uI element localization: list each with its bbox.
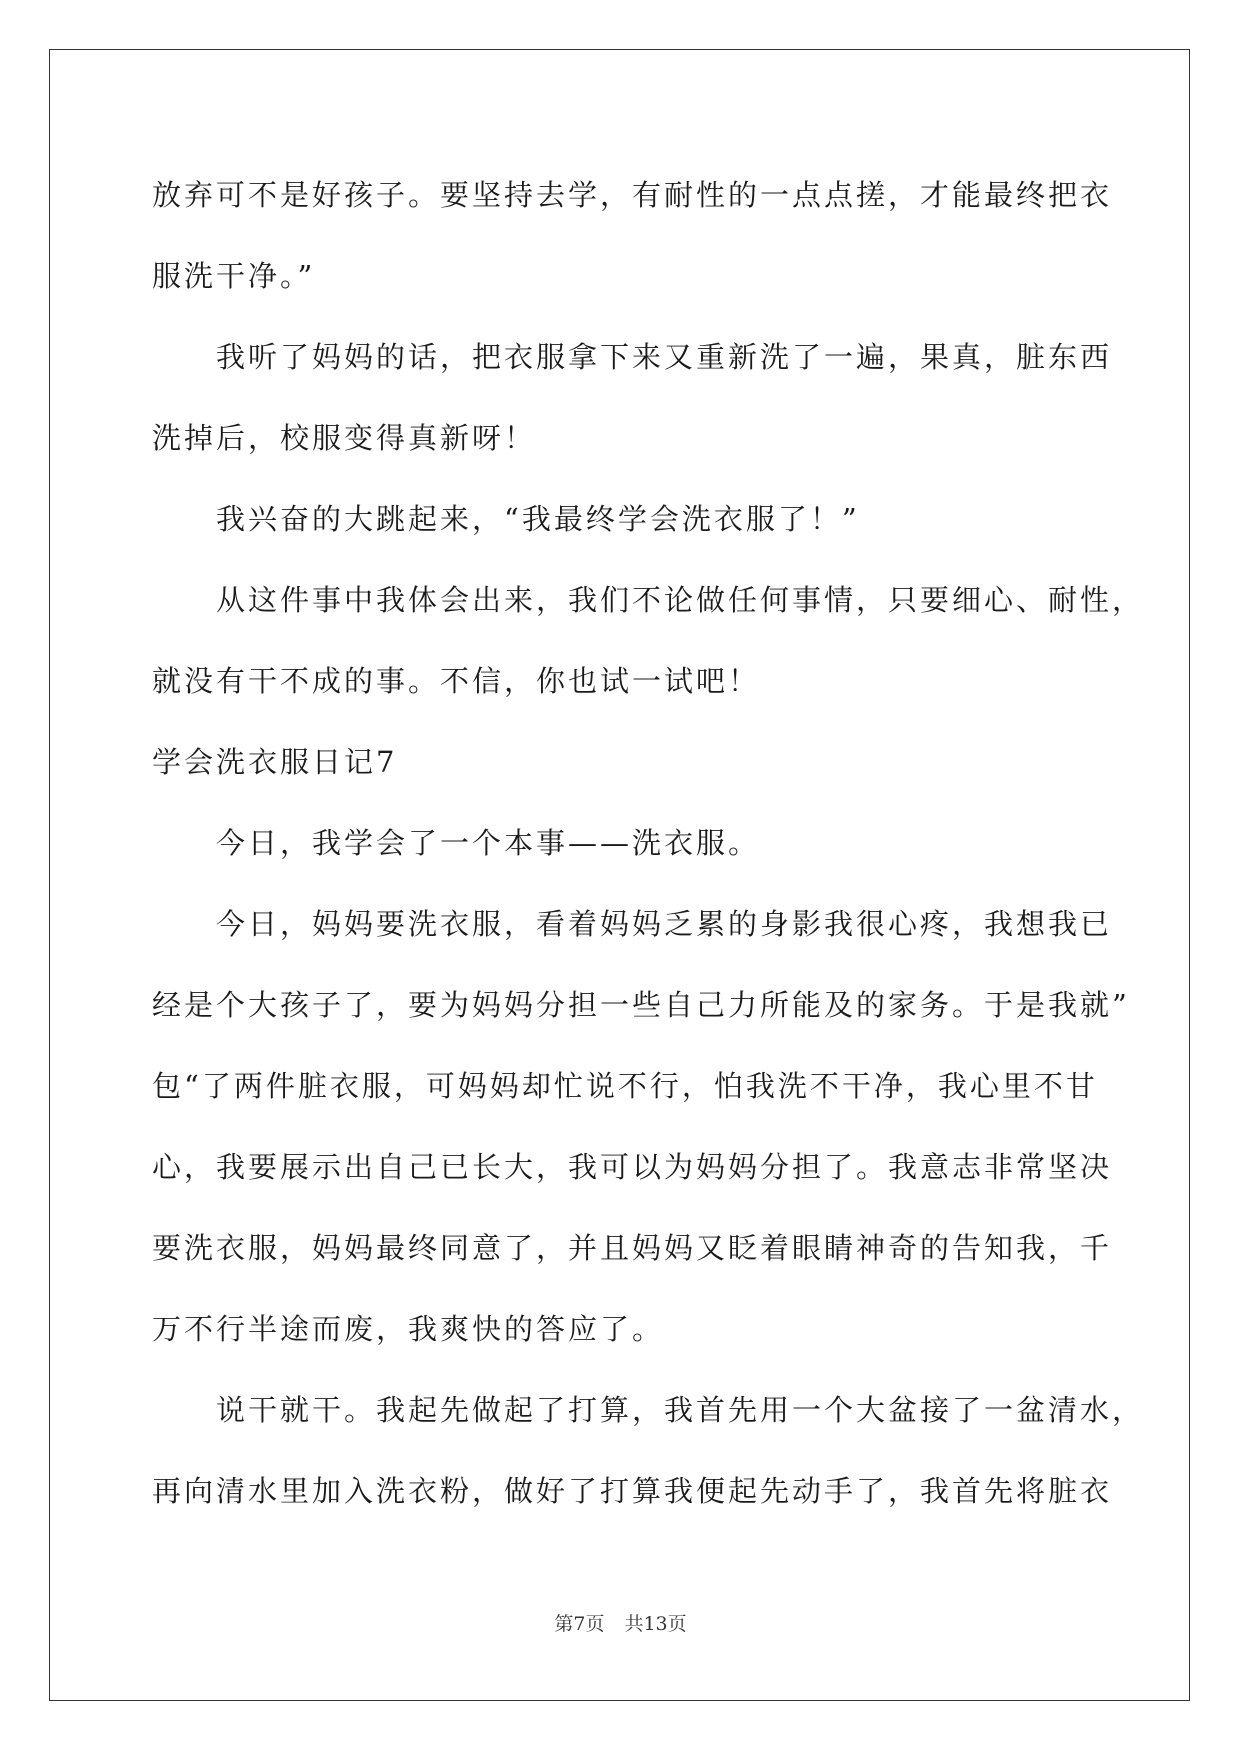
section-heading: 学会洗衣服日记7 — [152, 745, 398, 779]
paragraph-line: 再向清水里加入洗衣粉，做好了打算我便起先动手了，我首先将脏衣 — [152, 1474, 1113, 1508]
paragraph-line: 我兴奋的大跳起来，“我最终学会洗衣服了！” — [216, 502, 860, 536]
page-total: 共13页 — [624, 1613, 687, 1635]
paragraph-line: 今日，妈妈要洗衣服，看着妈妈乏累的身影我很心疼，我想我已 — [216, 907, 1113, 941]
paragraph-line: 包“了两件脏衣服，可妈妈却忙说不行，怕我洗不干净，我心里不甘 — [152, 1069, 1098, 1103]
paragraph-line: 从这件事中我体会出来，我们不论做任何事情，只要细心、耐性， — [216, 583, 1145, 617]
paragraph-line: 心，我要展示出自己已长大，我可以为妈妈分担了。我意志非常坚决 — [152, 1150, 1113, 1184]
paragraph-line: 我听了妈妈的话，把衣服拿下来又重新洗了一遍，果真，脏东西 — [216, 340, 1113, 374]
page-footer — [0, 1609, 1241, 1636]
paragraph-line: 今日，我学会了一个本事——洗衣服。 — [216, 826, 761, 860]
paragraph-line: 万不行半途而废，我爽快的答应了。 — [152, 1312, 665, 1346]
document-body — [152, 155, 1145, 1532]
paragraph-line: 说干就干。我起先做起了打算，我首先用一个大盆接了一盆清水， — [216, 1393, 1145, 1427]
paragraph-line: 经是个大孩子了，要为妈妈分担一些自己力所能及的家务。于是我就” — [152, 988, 1130, 1022]
page-number: 第7页 — [554, 1613, 605, 1635]
paragraph-line: 就没有干不成的事。不信，你也试一试吧！ — [152, 664, 761, 698]
paragraph-line: 要洗衣服，妈妈最终同意了，并且妈妈又眨着眼睛神奇的告知我，千 — [152, 1231, 1113, 1265]
paragraph-line: 洗掉后，校服变得真新呀！ — [152, 421, 537, 455]
paragraph-line: 服洗干净。” — [152, 259, 316, 293]
paragraph-line: 放弃可不是好孩子。要坚持去学，有耐性的一点点搓，才能最终把衣 — [152, 178, 1113, 212]
